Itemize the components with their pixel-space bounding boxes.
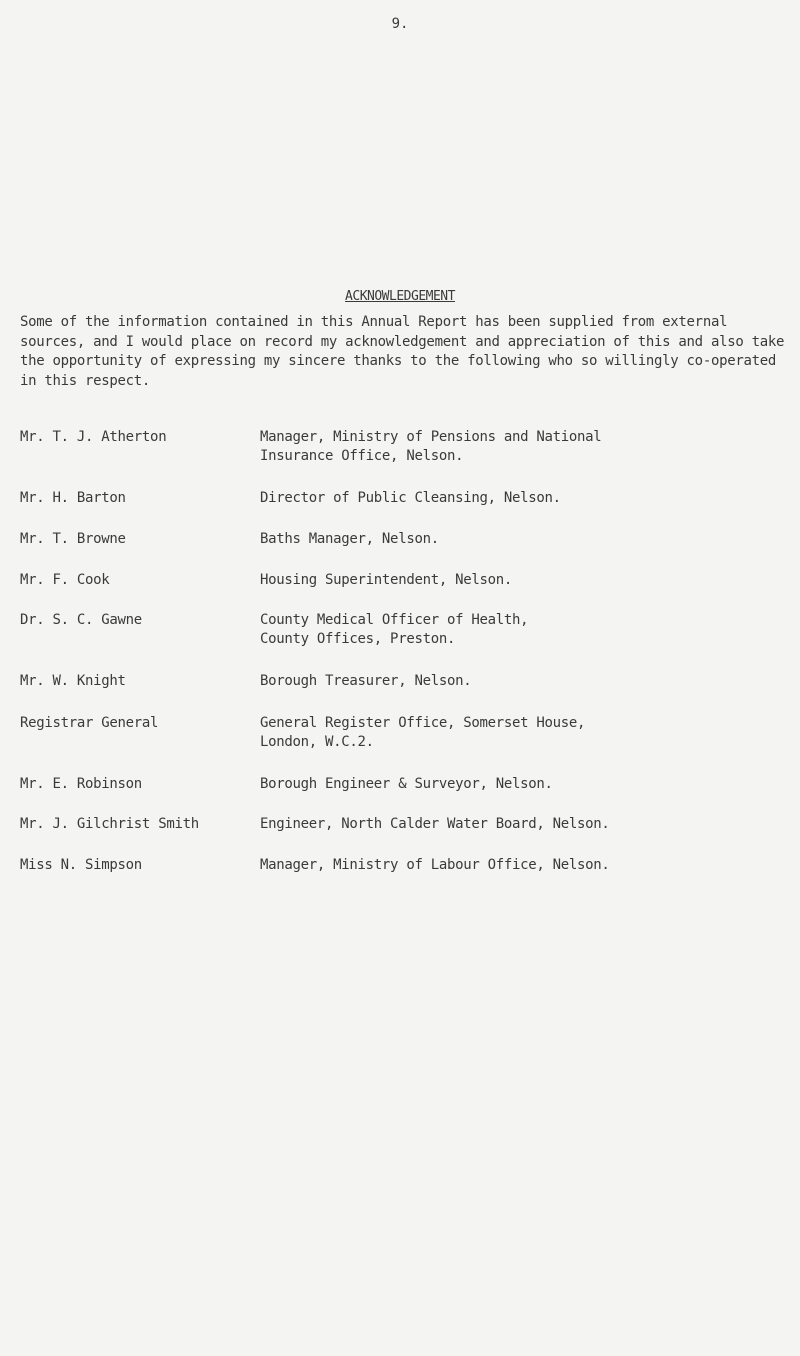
person-name: Mr. F. Cook (20, 572, 110, 588)
intro-paragraph: Some of the information contained in this Annual Report has been supplied from external sources, and I would place on record my acknowledgement and appreciation of this and also take the opportunity of expressing my sincere thanks to the following who so willingly co-operated in this respect. (20, 314, 785, 389)
person-name: Registrar General (20, 715, 159, 731)
page-heading: ACKNOWLEDGEMENT (345, 289, 455, 304)
person-name: Mr. W. Knight (20, 673, 126, 689)
person-role: Manager, Ministry of Labour Office, Nelson. (260, 857, 610, 873)
person-role: County Medical Officer of Health, County Offices, Preston. (260, 612, 529, 647)
person-role: Engineer, North Calder Water Board, Nelson. (260, 816, 610, 832)
person-role: Borough Treasurer, Nelson. (260, 673, 472, 689)
person-name: Mr. E. Robinson (20, 776, 142, 792)
person-name: Mr. H. Barton (20, 490, 126, 506)
person-role: Housing Superintendent, Nelson. (260, 572, 512, 588)
person-role: General Register Office, Somerset House, London, W.C.2. (260, 715, 586, 750)
page-number: 9. (391, 16, 409, 32)
person-role: Manager, Ministry of Pensions and National Insurance Office, Nelson. (260, 429, 602, 464)
person-name: Dr. S. C. Gawne (20, 612, 142, 628)
person-name: Miss N. Simpson (20, 857, 142, 873)
person-name: Mr. T. J. Atherton (20, 429, 167, 445)
person-name: Mr. J. Gilchrist Smith (20, 816, 199, 832)
person-role: Director of Public Cleansing, Nelson. (260, 490, 561, 506)
person-role: Borough Engineer & Surveyor, Nelson. (260, 776, 553, 792)
person-name: Mr. T. Browne (20, 531, 126, 547)
person-role: Baths Manager, Nelson. (260, 531, 439, 547)
